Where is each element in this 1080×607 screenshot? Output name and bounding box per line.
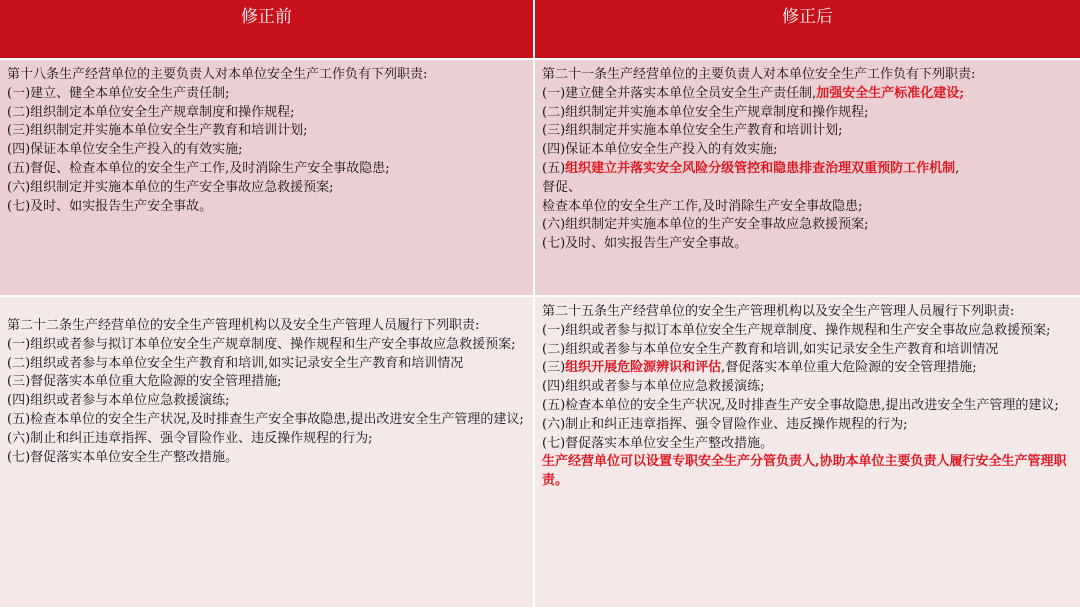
text-line bbox=[542, 85, 1074, 104]
text-segment: (一)建立健全并落实本单位全员安全生产责任制, bbox=[542, 85, 817, 101]
text-line bbox=[542, 359, 1074, 378]
text-line: (五)检查本单位的安全生产状况,及时排查生产安全事故隐患,提出改进安全生产管理的建议; bbox=[7, 411, 524, 427]
text-line: (三)督促落实本单位重大危险源的安全管理措施; bbox=[7, 374, 282, 390]
highlighted-text: 组织开展危险源辨识和评估 bbox=[565, 360, 722, 376]
text-line: (四)组织或者参与本单位应急救援演练; bbox=[542, 379, 765, 395]
text-line: (七)及时、如实报告生产安全事故。 bbox=[542, 236, 748, 252]
text-line: (五)督促、检查本单位的安全生产工作,及时消除生产安全事故隐患; bbox=[7, 160, 390, 176]
text-line: (一)组织或者参与拟订本单位安全生产规章制度、操作规程和生产安全事故应急救援预案; bbox=[7, 336, 516, 352]
text-line: (五)检查本单位的安全生产状况,及时排查生产安全事故隐患,提出改进安全生产管理的建议; bbox=[542, 397, 1059, 413]
text-line: 第二十二条生产经营单位的安全生产管理机构以及安全生产管理人员履行下列职责: bbox=[7, 318, 480, 333]
header-before: 修正前 bbox=[0, 0, 533, 58]
text-line: (四)组织或者参与本单位应急救援演练; bbox=[7, 393, 230, 409]
text-line: (三)组织制定并实施本单位安全生产教育和培训计划; bbox=[542, 123, 843, 139]
text-line: (一)建立、健全本单位安全生产责任制; bbox=[7, 85, 230, 101]
text-segment: (三) bbox=[542, 360, 566, 376]
text-line: (三)组织制定并实施本单位安全生产教育和培训计划; bbox=[7, 123, 308, 139]
text-segment: ,督促落实本单位重大危险源的安全管理措施; bbox=[721, 360, 977, 376]
cell-row2-before bbox=[0, 297, 533, 607]
text-segment: (五) bbox=[542, 160, 566, 176]
text-line: 第十八条生产经营单位的主要负责人对本单位安全生产工作负有下列职责: bbox=[7, 67, 428, 82]
text-line: (六)制止和纠正违章指挥、强令冒险作业、违反操作规程的行为; bbox=[542, 416, 908, 432]
text-line: (二)组织制定并实施本单位安全生产规章制度和操作规程; bbox=[542, 104, 869, 120]
text-line: (六)组织制定并实施本单位的生产安全事故应急救援预案; bbox=[7, 179, 334, 195]
cell-row1-before bbox=[0, 60, 533, 295]
text-line: 第二十一条生产经营单位的主要负责人对本单位安全生产工作负有下列职责: bbox=[542, 67, 976, 82]
text-line: (七)及时、如实报告生产安全事故。 bbox=[7, 198, 213, 214]
text-line: (四)保证本单位安全生产投入的有效实施; bbox=[7, 142, 243, 158]
text-line: (二)组织或者参与本单位安全生产教育和培训,如实记录安全生产教育和培训情况 bbox=[7, 355, 464, 371]
text-line: 检查本单位的安全生产工作,及时消除生产安全事故隐患; bbox=[542, 198, 863, 214]
text-segment: , bbox=[955, 160, 960, 176]
highlighted-text: 组织建立并落实安全风险分级管控和隐患排查治理双重预防工作机制 bbox=[565, 160, 956, 176]
text-line bbox=[542, 160, 1074, 179]
text-line: (一)组织或者参与拟订本单位安全生产规章制度、操作规程和生产安全事故应急救援预案; bbox=[542, 322, 1051, 338]
highlighted-text: 生产经营单位可以设置专职安全生产分管负责人,协助本单位主要负责人履行安全生产管理职责。 bbox=[542, 454, 1067, 489]
cell-row1-after bbox=[535, 60, 1080, 295]
text-line: (二)组织制定本单位安全生产规章制度和操作规程; bbox=[7, 104, 295, 120]
text-line: (七)督促落实本单位安全生产整改措施。 bbox=[7, 449, 239, 465]
text-line: 第二十五条生产经营单位的安全生产管理机构以及安全生产管理人员履行下列职责: bbox=[542, 304, 1015, 319]
text-line: 督促、 bbox=[542, 179, 582, 195]
text-line: (六)组织制定并实施本单位的生产安全事故应急救援预案; bbox=[542, 217, 869, 233]
cell-row2-after bbox=[535, 297, 1080, 607]
header-after: 修正后 bbox=[535, 0, 1080, 58]
highlighted-text: 加强安全生产标准化建设; bbox=[816, 85, 965, 101]
text-line: (六)制止和纠正违章指挥、强令冒险作业、违反操作规程的行为; bbox=[7, 430, 373, 446]
text-line: (七)督促落实本单位安全生产整改措施。 bbox=[542, 435, 774, 451]
text-line: (四)保证本单位安全生产投入的有效实施; bbox=[542, 142, 778, 158]
text-line: (二)组织或者参与本单位安全生产教育和培训,如实记录安全生产教育和培训情况 bbox=[542, 341, 999, 357]
